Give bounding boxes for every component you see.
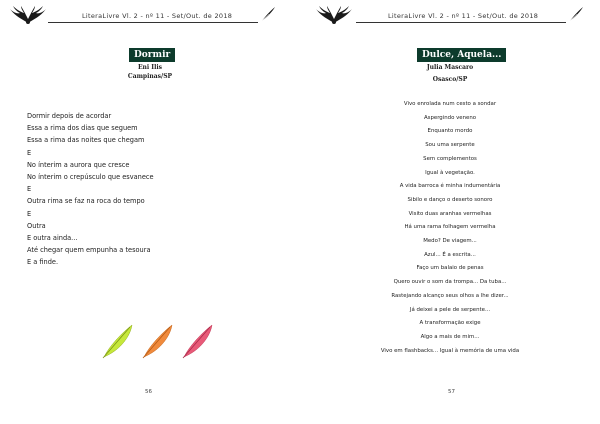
poem-line: A transformação exige [419, 320, 481, 327]
poem-line: E outra ainda... [27, 234, 78, 243]
poem-line: Sem complementos [423, 155, 477, 162]
poem-line: Essa a rima das noites que chegam [27, 136, 145, 145]
poem-body [300, 98, 600, 358]
feathers-illustration [100, 315, 230, 360]
poem-line: Enquanto mordo [427, 128, 473, 135]
poem-line: E [27, 185, 32, 194]
poem-line: No ínterim a aurora que cresce [27, 160, 130, 169]
poem-line: Aspergindo veneno [423, 114, 477, 121]
poem-line: Sou uma serpente [425, 142, 475, 149]
poem-line: Vivo enrolada num cesto a sondar [403, 101, 497, 107]
poem-line: Medo? De viagem... [423, 238, 477, 245]
poem-line: E a finde. [27, 258, 59, 267]
poem-line: Até chegar quem empunha a tesoura [27, 246, 151, 255]
poem-line: Rastejando alcanço seus olhos a lhe dizer... [391, 292, 509, 299]
poem-line: No ínterim o crepúsculo que esvanece [27, 173, 154, 182]
poem-line: Essa a rima dos dias que seguem [27, 124, 138, 133]
page-number: 57 [448, 389, 455, 395]
header-rule [48, 22, 258, 23]
poem-line: Igual à vegetação. [425, 169, 475, 176]
poem-line: Algo a mais de mim... [420, 333, 480, 340]
poem-line: Outra [27, 221, 46, 230]
poem-line: Visito duas aranhas vermelhas [408, 210, 492, 217]
poem-line: Dormir depois de acordar [27, 112, 112, 120]
poem-line: Há uma rama folhagem vermelha [404, 224, 496, 231]
quill-icon [568, 6, 584, 22]
header-rule [356, 22, 566, 23]
page-number: 56 [145, 389, 152, 395]
poem-location: Osasco/SP [432, 76, 468, 83]
feather-icon [183, 325, 212, 358]
poem-line: Vivo em flashbacks... Igual à memória de uma vida [380, 347, 520, 354]
winged-logo-icon [314, 5, 354, 27]
poem-line: Quero ouvir o som da trompa... Da tuba... [393, 279, 507, 286]
poem-line: Azul... É a escrita... [424, 251, 476, 258]
poem-line: E [27, 209, 32, 218]
poem-location: Campinas/SP [127, 73, 173, 80]
header-text: LiteraLivre Vl. 2 - nº 11 - Set/Out. de 2018 [82, 12, 233, 20]
poem-line: Sibilo e danço o deserto sonoro [407, 196, 493, 203]
feather-icon [103, 325, 132, 358]
winged-logo-icon [8, 5, 48, 27]
feather-icon [143, 325, 172, 358]
poem-author: Eni Ilis [137, 64, 163, 71]
header-text: LiteraLivre Vl. 2 - nº 11 - Set/Out. de 2018 [388, 12, 539, 20]
poem-title: Dulce, Aquela... [417, 48, 506, 62]
poem-title: Dormir [129, 48, 175, 62]
poem-line: Já deixei a pele de serpente... [409, 306, 491, 313]
poem-line: A vida barroca é minha indumentária [399, 183, 501, 190]
quill-icon [260, 6, 276, 22]
poem-author: Julia Mascaro [426, 64, 474, 71]
poem-line: E [27, 148, 32, 157]
poem-body [27, 110, 154, 269]
poem-line: Outra rima se faz na roca do tempo [27, 197, 145, 206]
poem-line: Faço um balaio de penas [416, 265, 484, 272]
